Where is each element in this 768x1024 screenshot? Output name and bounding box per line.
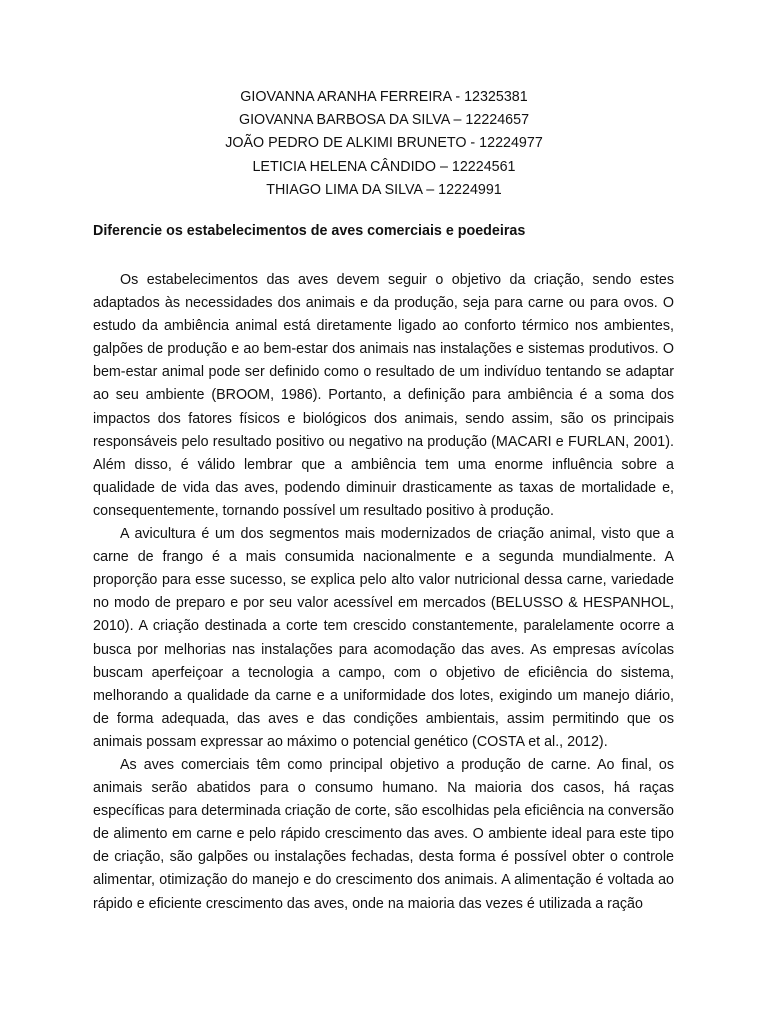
- author-list: [0, 86, 768, 202]
- body-paragraph: Os estabelecimentos das aves devem seguir o objetivo da criação, sendo estes adaptados às necessidades dos animais e da produção, seja para carne ou para ovos. O estudo da ambiência animal está diretamente ligado ao conforto térmico nos ambientes, galpões de produção e ao bem-estar dos animais nas instalações e sistemas produtivos. O bem-estar animal pode ser definido como o resultado de um indivíduo tentando se adaptar ao seu ambiente (BROOM, 1986). Portanto, a definição para ambiência é a soma dos impactos dos fatores físicos e biológicos dos animais, sendo assim, são os principais responsáveis pelo resultado positivo ou negativo na produção (MACARI e FURLAN, 2001). Além disso, é válido lembrar que a ambiência tem uma enorme influência sobre a qualidade de vida das aves, podendo diminuir drasticamente as taxas de mortalidade e, consequentemente, tornando possível um resultado positivo à produção.: [93, 272, 674, 519]
- question-heading: Diferencie os estabelecimentos de aves comerciais e poedeiras: [93, 223, 526, 239]
- body-paragraph: A avicultura é um dos segmentos mais modernizados de criação animal, visto que a carne de frango é a mais consumida nacionalmente e a segunda mundialmente. A proporção para esse sucesso, se explica pelo alto valor nutricional dessa carne, variedade no modo de preparo e por seu valor acessível em mercados (BELUSSO & HESPANHOL, 2010). A criação destinada a corte tem crescido constantemente, paralelamente ocorre a busca por melhorias nas instalações para acomodação das aves. As empresas avícolas buscam aperfeiçoar a tecnologia a campo, com o objetivo de eficiência do sistema, melhorando a qualidade da carne e a uniformidade dos lotes, exigindo um manejo diário, de forma adequada, das aves e das condições ambientais, assim permitindo que os animais possam expressar ao máximo o potencial genético (COSTA et al., 2012).: [93, 526, 674, 750]
- author-line: GIOVANNA ARANHA FERREIRA - 12325381: [240, 89, 528, 105]
- author-line: JOÃO PEDRO DE ALKIMI BRUNETO - 12224977: [225, 135, 543, 152]
- author-line: GIOVANNA BARBOSA DA SILVA – 12224657: [238, 112, 530, 129]
- author-line: THIAGO LIMA DA SILVA – 12224991: [266, 181, 502, 198]
- answer-body: [93, 269, 674, 916]
- author-line: LETICIA HELENA CÂNDIDO – 12224561: [252, 158, 516, 175]
- body-paragraph: As aves comerciais têm como principal objetivo a produção de carne. Ao final, os animais serão abatidos para o consumo humano. Na maioria dos casos, há raças específicas para determinada criação de corte, são escolhidas pela eficiência na conversão de alimento em carne e pelo rápido crescimento das aves. O ambiente ideal para este tipo de criação, são galpões ou instalações fechadas, desta forma é possível obter o controle alimentar, otimização do manejo e do crescimento dos animais. A alimentação é voltada ao rápido e eficiente crescimento das aves, onde na maioria das vezes é utilizada a ração: [93, 756, 674, 912]
